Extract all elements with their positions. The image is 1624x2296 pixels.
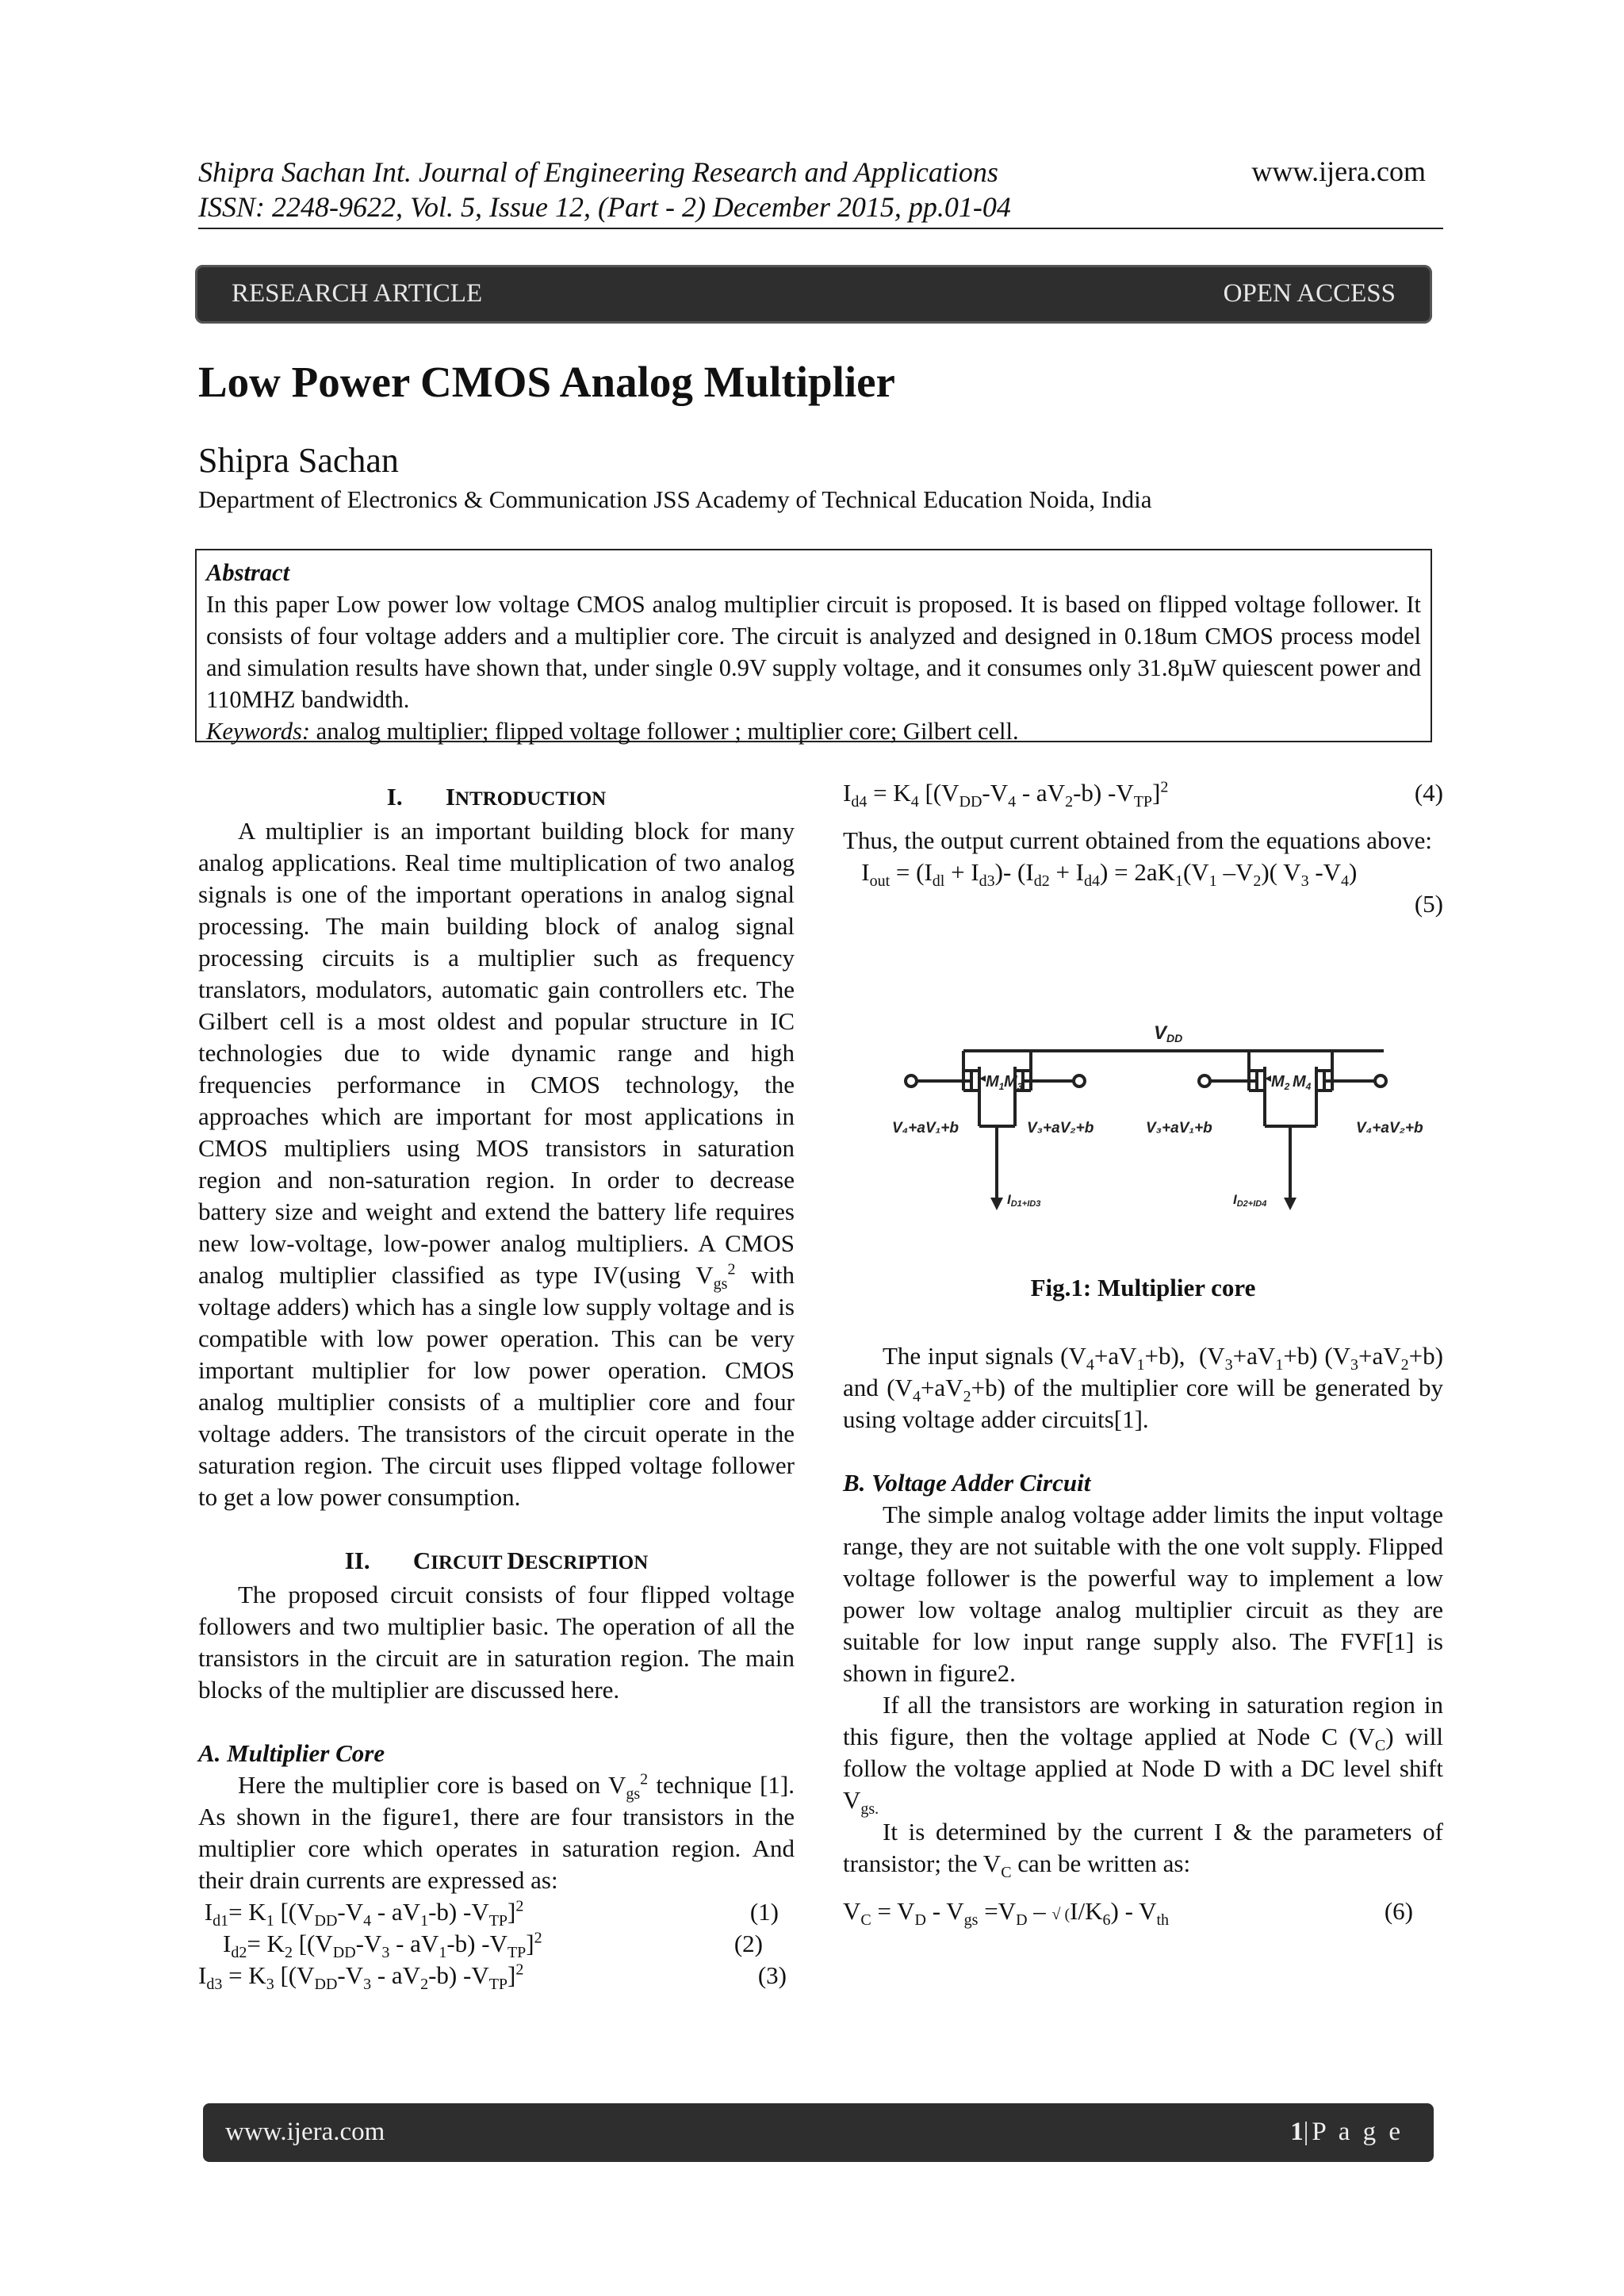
open-access-label: OPEN ACCESS [1223, 279, 1396, 308]
section-heading-introduction: I. INTRODUCTION [386, 783, 607, 811]
equation-5-number: (5) [1414, 890, 1443, 918]
output-current-label-1: ID1+ID3 [1007, 1192, 1041, 1209]
journal-line-1: Shipra Sachan Int. Journal of Engineering Research and Applications [198, 156, 998, 188]
author-affiliation: Department of Electronics & Communication JSS Academy of Technical Education Noida, India [198, 485, 1152, 513]
keywords-text: analog multiplier; flipped voltage follower ; multiplier core; Gilbert cell. [316, 718, 1019, 745]
equation-5: $I_{out} = (I_{dl} + I_{d3})-$ $(I_{d2} + I_{d4}) = 2aK_1(V_1$ $-V_2$)( $V_3$ $-V_4$) [843, 858, 1358, 891]
figure-caption: Fig.1: Multiplier core [1030, 1274, 1256, 1301]
voltage-adder-paragraph-2: If all the transistors are working in saturation region in this figure, then the voltage applied at Node C $(V_C)$ will follow the voltage applied at Node D with a DC level shift $V_{gs.}$ [843, 1691, 1443, 1819]
article-type-banner [195, 265, 1432, 324]
page-footer [203, 2103, 1434, 2162]
equation-6: $V_C = V_D - V_{gs} =V_D$ – √ $(I/K_6) - V_{th}$ (6) [843, 1897, 1413, 1930]
subsection-multiplier-core: A. Multiplier Core [198, 1739, 385, 1767]
input-label-2: V₃+aV₂+b [1027, 1120, 1094, 1137]
abstract-text: In this paper Low power low voltage CMOS analog multiplier circuit is proposed. It is based on flipped voltage follower. It consists of four voltage adders and a multiplier core. The circuit is analyzed and designed in 0.18um CMOS process model and simulation results have shown that, under single 0.9V supply voltage, and it consumes only 31.8µW quiescent power and 110MHZ bandwidth. [206, 591, 1421, 713]
m1-label: $M_1$ [986, 1073, 1005, 1092]
equation-2: $I_{d2}= K_2$ [$(V_{DD}-V_3 - aV_1-b)$ $-V_{TP}]^2$ (2) [198, 1929, 763, 1962]
keywords-line [206, 715, 1421, 747]
m3-label: $M_3$ [1004, 1073, 1023, 1092]
keywords-label: Keywords: [206, 718, 311, 745]
journal-header [198, 155, 1011, 224]
left-column [198, 781, 795, 1994]
input-signals-paragraph: The input signals $(V_4+aV_1+b)$, $(V_3+aV_1+b)$ $(V_3+aV_2+b)$ and $(V_4+aV_2+b)$ of the multiplier core will be generated by using voltage adder circuits[1]. [843, 1342, 1443, 1433]
input-label-4: V₄+aV₂+b [1356, 1120, 1423, 1137]
multiplier-core-schematic [892, 1007, 1455, 1245]
m2-label: $M_2$ [1271, 1073, 1290, 1092]
abstract-box [195, 549, 1432, 745]
section-heading-circuit: II. CIRCUIT DESCRIPTION [344, 1547, 649, 1574]
right-column-top [843, 777, 1443, 920]
author-name: Shipra Sachan [198, 441, 399, 480]
equation-4: $I_{d4} = K_4$ [$(V_{DD}-V_4 - aV_2-b)$ $-V_{TP}]^2$ (4) [843, 778, 1443, 811]
multiplier-core-paragraph: Here the multiplier core is based on $V_{gs}^2$ technique [1]. As shown in the figure1, there are four transistors in the multiplier core which operates in saturation region. And their drain currents are expressed as: [198, 1770, 795, 1894]
right-column-bottom [843, 1340, 1443, 1930]
input-label-1: V₄+aV₁+b [892, 1120, 959, 1137]
vdd-label: VDD [1154, 1022, 1183, 1045]
voltage-adder-paragraph-3: It is determined by the current I & the parameters of transistor; the $V_C$ can be written as: [843, 1818, 1443, 1882]
m4-label: $M_4$ [1293, 1073, 1312, 1092]
voltage-adder-paragraph-1: The simple analog voltage adder limits the input voltage range, they are not suitable with the one volt supply. Flipped voltage follower is the powerful way to implement a low power low voltage analog multiplier circuit as they are suitable for low input range supply also. The FVF[1] is shown in figure2. [843, 1501, 1443, 1687]
subsection-voltage-adder: B. Voltage Adder Circuit [843, 1469, 1091, 1497]
output-current-label-2: ID2+ID4 [1233, 1192, 1267, 1209]
input-label-3: V₃+aV₁+b [1146, 1120, 1212, 1137]
header-divider [198, 228, 1443, 229]
equation-3: $I_{d3} = K_3$ [$(V_{DD}-V_3 - aV_2-b)$ $-V_{TP}]^2$ (3) [198, 1961, 787, 1994]
footer-url-link[interactable]: www.ijera.com [225, 2118, 385, 2146]
intro-paragraph: A multiplier is an important building block for many analog applications. Real time multiplication of two analog signals is one of the important operations in analog signal processing. The main building block of analog signal processing circuits is a multiplier such as frequency translators, modulators, automatic gain controllers etc. The Gilbert cell is a most oldest and popular structure in IC technologies due to wide dynamic range and high frequencies performance in CMOS technology, the approaches which are important for most applications in CMOS multipliers using MOS transistors in saturation region and non-saturation region. In order to decrease battery size and weight and extend the battery life requires new low-voltage, low-power analog multipliers. A CMOS analog multiplier classified as type IV(using $V_{gs}^2$ with voltage adders) which has a single low supply voltage and is compatible with low power operation. This can be very important multiplier for low power operation. CMOS analog multiplier consists of a multiplier core and four voltage adders. The transistors of the circuit operate in the saturation region. The circuit uses flipped voltage follower to get a low power consumption. [198, 817, 795, 1511]
equation-1: $I_{d1}= K_1$ [$(V_{DD}-V_4 - aV_1-b)$ $-V_{TP}]^2$ (1) [198, 1897, 779, 1930]
journal-line-2: ISSN: 2248-9622, Vol. 5, Issue 12, (Part - 2) December 2015, pp.01-04 [198, 191, 1011, 223]
research-article-label: RESEARCH ARTICLE [232, 279, 483, 308]
paper-title: Low Power CMOS Analog Multiplier [198, 358, 895, 406]
page-number: 1|P a g e [1290, 2118, 1404, 2146]
abstract-label: Abstract [206, 559, 290, 586]
thus-paragraph: Thus, the output current obtained from the equations above: [843, 826, 1432, 854]
header-url-link[interactable]: www.ijera.com [1251, 155, 1426, 187]
circuit-paragraph: The proposed circuit consists of four flipped voltage followers and two multiplier basic. The operation of all the transistors in the circuit are in saturation region. The main blocks of the multiplier are discussed here. [198, 1581, 795, 1704]
